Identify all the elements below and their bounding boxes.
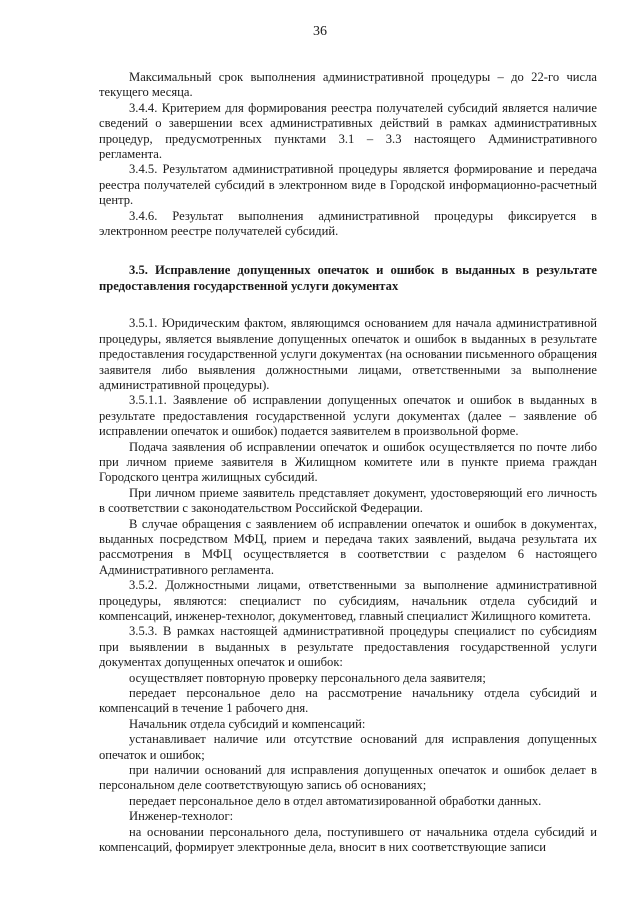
paragraph: 3.5.3. В рамках настоящей административной процедуры специалист по субсидиям при выявлении в выданных в результате предоставления государственной услуги документах допущенных опечаток и ошибок:: [99, 624, 597, 670]
paragraph: 3.4.5. Результатом административной процедуры является формирование и передача реестра получателей субсидий в электронном виде в Городской информационно-расчетный центр.: [99, 162, 597, 208]
paragraph: Начальник отдела субсидий и компенсаций:: [129, 716, 366, 731]
document-body: [99, 70, 597, 856]
paragraph: устанавливает наличие или отсутствие оснований для исправления допущенных опечаток и ошибок;: [99, 732, 597, 762]
paragraph: Инженер-технолог:: [129, 809, 234, 824]
paragraph: осуществляет повторную проверку персонального дела заявителя;: [129, 670, 486, 685]
section-heading: 3.5. Исправление допущенных опечаток и ошибок в выданных в результате предоставления государственной услуги документах: [99, 263, 597, 293]
paragraph: 3.5.1. Юридическим фактом, являющимся основанием для начала административной процедуры, является выявление допущенных опечаток и ошибок в выданных в результате предоставления государственной услуги документах (на основании письменного обращения заявителя либо выявления должностными лицами, ответственными за выполнение административной процедуры).: [99, 316, 597, 392]
paragraph: 3.5.1.1. Заявление об исправлении допущенных опечаток и ошибок в выданных в результате предоставления государственной услуги документах (далее – заявление об исправлении опечаток и ошибок) подается заявителем в произвольной форме.: [99, 393, 597, 439]
paragraph: Максимальный срок выполнения административной процедуры – до 22-го числа текущего месяца.: [99, 70, 597, 100]
paragraph: 3.4.6. Результат выполнения административной процедуры фиксируется в электронном реестре получателей субсидий.: [99, 208, 597, 239]
page-number: 36: [313, 24, 327, 39]
paragraph: передает персональное дело на рассмотрение начальнику отдела субсидий и компенсаций в течение 1 рабочего дня.: [99, 686, 597, 716]
paragraph: передает персональное дело в отдел автоматизированной обработки данных.: [129, 793, 542, 808]
paragraph: В случае обращения с заявлением об исправлении опечаток и ошибок в документах, выданных посредством МФЦ, прием и передача таких заявлений, выдача результата их рассмотрения в МФЦ осуществляется в соответствии с разделом 6 настоящего Административного регламента.: [99, 516, 597, 577]
paragraph: 3.5.2. Должностными лицами, ответственными за выполнение административной процедуры, являются: специалист по субсидиям, начальник отдела субсидий и компенсаций, инженер-технолог, документовед, главный специалист Жилищного комитета.: [99, 578, 597, 623]
paragraph: Подача заявления об исправлении опечаток и ошибок осуществляется по почте либо при личном приеме заявителя в Жилищном комитете или в пункте приема граждан Городского центра жилищных субсидий.: [99, 439, 597, 485]
paragraph: на основании персонального дела, поступившего от начальника отдела субсидий и компенсаций, формирует электронные дела, вносит в них соответствующие записи: [99, 824, 597, 855]
paragraph: 3.4.4. Критерием для формирования реестра получателей субсидий является наличие сведений о завершении всех административных действий в рамках административных процедур, предусмотренных пунктами 3.1 – 3.3 настоящего Административного регламента.: [99, 100, 597, 162]
paragraph: при наличии оснований для исправления допущенных опечаток и ошибок делает в персональном деле соответствующую запись об основаниях;: [99, 763, 597, 793]
paragraph: При личном приеме заявитель представляет документ, удостоверяющий его личность в соответствии с законодательством Российской Федерации.: [99, 485, 597, 516]
